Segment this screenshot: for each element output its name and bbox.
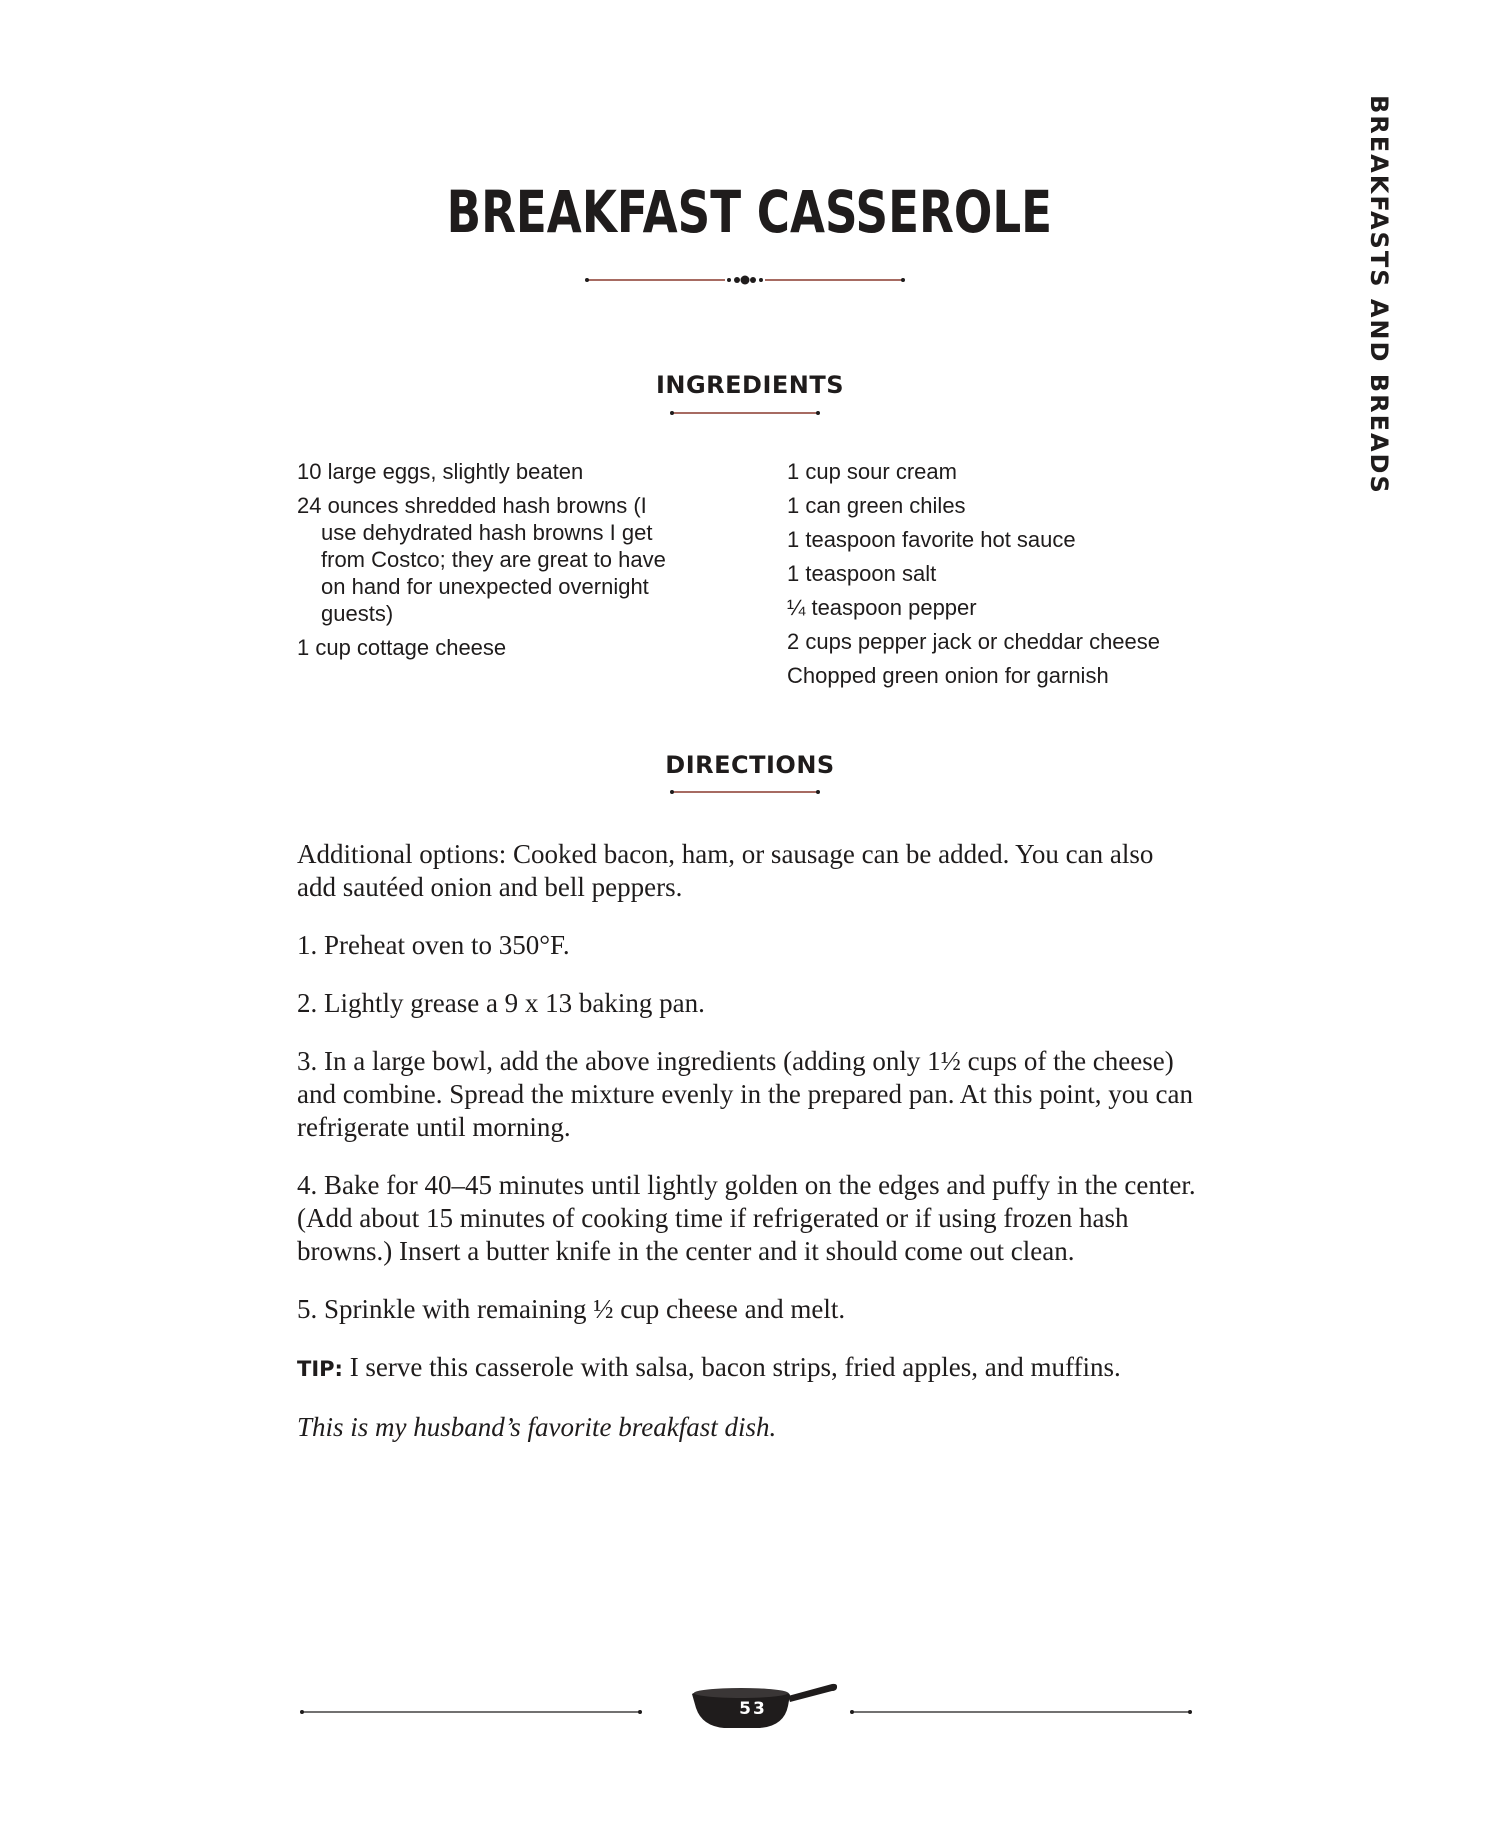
ingredient-item: 2 cups pepper jack or cheddar cheese <box>787 629 1161 654</box>
ingredient-item: 1 can green chiles <box>787 493 966 518</box>
direction-step: 2. Lightly grease a 9 x 13 baking pan. <box>297 988 705 1018</box>
direction-step: 4. Bake for 40–45 minutes until lightly golden on the edges and puffy in the center. (Add about 15 minutes of cooking time if refrigerated or if using frozen hash browns.) Insert a butter knife in the center and it should come out clean. <box>297 1170 1196 1266</box>
tip-paragraph <box>297 1351 1197 1386</box>
recipe-title: BREAKFAST CASSEROLE <box>446 178 1053 246</box>
direction-step: 1. Preheat oven to 350°F. <box>297 930 570 960</box>
ingredient-item: 10 large eggs, slightly beaten <box>297 459 584 484</box>
ingredients-right-column <box>787 458 1217 696</box>
ingredients-heading: INGREDIENTS <box>655 371 845 399</box>
ingredient-item: 1 teaspoon favorite hot sauce <box>787 527 1076 552</box>
ingredient-item: Chopped green onion for garnish <box>787 663 1109 688</box>
title-ornament-divider <box>585 270 905 290</box>
directions-heading-rule <box>670 787 820 797</box>
ingredient-item: 1 cup cottage cheese <box>297 635 507 660</box>
ingredient-item: ¼ teaspoon pepper <box>787 595 977 620</box>
chapter-side-tab: BREAKFASTS AND BREADS <box>1365 95 1393 495</box>
ingredients-heading-rule <box>670 408 820 418</box>
directions-intro: Additional options: Cooked bacon, ham, or sausage can be added. You can also add sautéed onion and bell peppers. <box>297 839 1154 902</box>
ingredient-item: 1 cup sour cream <box>787 459 957 484</box>
ingredient-item: 1 teaspoon salt <box>787 561 937 586</box>
author-note: This is my husband’s favorite breakfast dish. <box>297 1412 777 1442</box>
direction-step: 5. Sprinkle with remaining ½ cup cheese and melt. <box>297 1294 846 1324</box>
ingredient-item: 24 ounces shredded hash browns (I use dehydrated hash browns I get from Costco; they are great to have on hand for unexpected overnight guests) <box>297 493 666 626</box>
directions-body <box>297 838 1197 1469</box>
tip-text: I serve this casserole with salsa, bacon strips, fried apples, and muffins. <box>342 1352 1121 1382</box>
tip-label: TIP: <box>297 1357 343 1381</box>
ingredients-left-column <box>297 458 667 668</box>
direction-step: 3. In a large bowl, add the above ingredients (adding only 1½ cups of the cheese) and combine. Spread the mixture evenly in the prepared pan. At this point, you can refrigerate until morning. <box>297 1046 1194 1142</box>
directions-heading: DIRECTIONS <box>665 751 835 779</box>
page-number: 53 <box>739 1699 767 1719</box>
